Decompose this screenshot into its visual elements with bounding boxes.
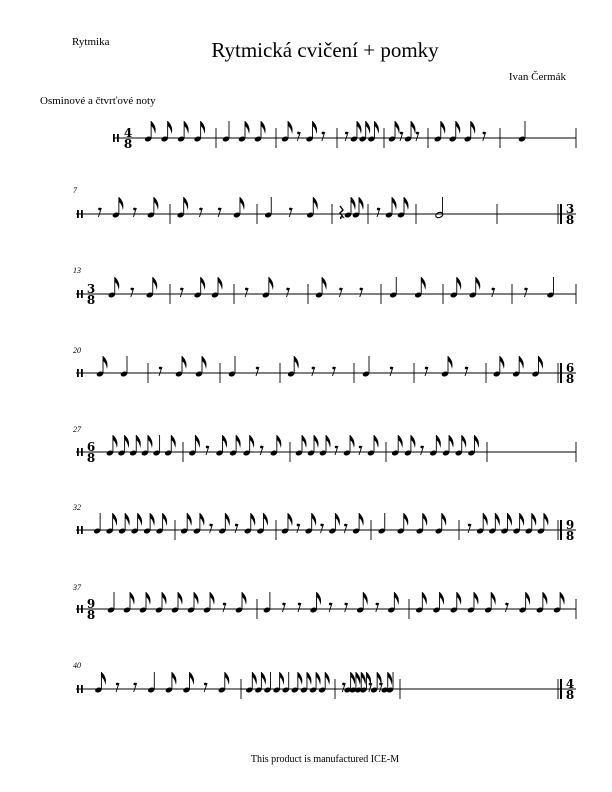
percussion-clef-bar bbox=[81, 526, 83, 534]
note-flag bbox=[162, 592, 167, 605]
note-flag bbox=[519, 356, 524, 369]
note-flag bbox=[335, 513, 340, 526]
eighth-rest-dot bbox=[400, 132, 403, 135]
eighth-rest-dot bbox=[465, 367, 468, 370]
note-flag bbox=[168, 121, 173, 134]
time-signature-numerator: 4 bbox=[565, 677, 575, 691]
note-flag bbox=[421, 277, 426, 290]
note-flag bbox=[474, 592, 479, 605]
note-flag bbox=[294, 356, 299, 369]
eighth-rest-dot bbox=[492, 288, 495, 291]
note-flag bbox=[314, 435, 319, 448]
eighth-rest-dot bbox=[199, 208, 202, 211]
note-flag bbox=[190, 672, 195, 685]
note-flag bbox=[543, 592, 548, 605]
note-flag bbox=[316, 672, 321, 685]
note-flag bbox=[236, 435, 241, 448]
eighth-rest-dot bbox=[286, 288, 289, 291]
note-flag bbox=[242, 592, 247, 605]
note-flag bbox=[411, 121, 416, 134]
measure-number: 13 bbox=[73, 266, 81, 275]
percussion-clef-bar bbox=[81, 290, 83, 298]
eighth-rest-dot bbox=[339, 288, 342, 291]
note-flag bbox=[544, 513, 549, 526]
note-flag bbox=[448, 356, 453, 369]
percussion-clef-bar bbox=[77, 605, 79, 613]
eighth-rest-dot bbox=[344, 603, 347, 606]
note-flag bbox=[225, 513, 230, 526]
eighth-rest-dot bbox=[329, 603, 332, 606]
note-flag bbox=[539, 356, 544, 369]
note-flag bbox=[359, 197, 364, 210]
note-flag bbox=[146, 592, 151, 605]
eighth-rest-dot bbox=[133, 683, 136, 686]
note-flag bbox=[374, 435, 379, 448]
note-flag bbox=[404, 197, 409, 210]
percussion-clef-bar bbox=[81, 210, 83, 218]
page-title: Rytmická cvičení + pomky bbox=[211, 38, 439, 62]
note-flag bbox=[136, 435, 141, 448]
note-flag bbox=[532, 513, 537, 526]
note-flag bbox=[201, 121, 206, 134]
note-flag bbox=[187, 513, 192, 526]
measure-number: 20 bbox=[73, 346, 81, 355]
note-flag bbox=[113, 435, 118, 448]
note-flag bbox=[240, 197, 245, 210]
time-signature-denominator: 8 bbox=[565, 529, 575, 543]
note-flag bbox=[298, 672, 303, 685]
note-flag bbox=[520, 513, 525, 526]
note-flag bbox=[182, 356, 187, 369]
eighth-rest-dot bbox=[335, 446, 338, 449]
eighth-rest-dot bbox=[116, 683, 119, 686]
note-flag bbox=[307, 672, 312, 685]
note-flag bbox=[436, 435, 441, 448]
time-signature-numerator: 6 bbox=[565, 361, 575, 375]
note-flag bbox=[263, 513, 268, 526]
note-flag bbox=[351, 197, 356, 210]
note-flag bbox=[178, 592, 183, 605]
note-flag bbox=[130, 592, 135, 605]
eighth-rest-dot bbox=[282, 603, 285, 606]
measure-number: 40 bbox=[73, 661, 81, 670]
note-flag bbox=[210, 592, 215, 605]
note-flag bbox=[483, 513, 488, 526]
note-flag bbox=[201, 277, 206, 290]
instrument-label: Rytmika bbox=[72, 36, 110, 48]
time-signature-denominator: 8 bbox=[86, 608, 96, 622]
section-subtitle: Osminové a čtvrťové noty bbox=[40, 95, 156, 107]
note-flag bbox=[225, 672, 230, 685]
note-flag bbox=[153, 277, 158, 290]
eighth-rest-dot bbox=[322, 132, 325, 135]
eighth-rest-dot bbox=[289, 208, 292, 211]
eighth-rest-dot bbox=[359, 446, 362, 449]
time-signature-numerator: 3 bbox=[86, 282, 96, 296]
note-flag bbox=[423, 513, 428, 526]
note-flag bbox=[288, 121, 293, 134]
note-flag bbox=[251, 513, 256, 526]
note-flag bbox=[103, 356, 108, 369]
eighth-rest-dot bbox=[416, 132, 419, 135]
eighth-rest-dot bbox=[524, 288, 527, 291]
percussion-clef-bar bbox=[77, 210, 79, 218]
time-signature-numerator: 3 bbox=[565, 202, 575, 216]
time-signature-denominator: 8 bbox=[565, 372, 575, 386]
note-flag bbox=[359, 513, 364, 526]
note-flag bbox=[250, 435, 254, 448]
note-flag bbox=[350, 435, 355, 448]
note-flag bbox=[261, 672, 266, 685]
measure-number: 27 bbox=[73, 425, 81, 434]
eighth-rest-dot bbox=[483, 132, 486, 135]
note-flag bbox=[560, 592, 565, 605]
time-signature-numerator: 4 bbox=[123, 126, 133, 140]
eighth-rest-dot bbox=[505, 603, 508, 606]
note-flag bbox=[313, 197, 318, 210]
eighth-rest-dot bbox=[235, 524, 238, 527]
note-flag bbox=[322, 277, 327, 290]
note-flag bbox=[317, 592, 322, 605]
time-signature-denominator: 8 bbox=[123, 137, 133, 151]
note-flag bbox=[491, 592, 496, 605]
note-flag bbox=[269, 277, 274, 290]
note-flag bbox=[151, 121, 156, 134]
note-flag bbox=[404, 513, 409, 526]
eighth-rest-dot bbox=[209, 524, 212, 527]
note-flag bbox=[138, 513, 143, 526]
note-flag bbox=[449, 435, 454, 448]
percussion-clef-bar bbox=[77, 369, 79, 377]
note-flag bbox=[163, 513, 168, 526]
note-flag bbox=[441, 121, 446, 134]
note-flag bbox=[195, 435, 200, 448]
composer-name: Ivan Čermák bbox=[508, 71, 566, 83]
eighth-rest-dot bbox=[344, 524, 347, 527]
time-signature-numerator: 9 bbox=[86, 597, 96, 611]
note-flag bbox=[526, 592, 531, 605]
note-flag bbox=[280, 672, 285, 685]
note-flag bbox=[357, 121, 362, 134]
percussion-clef-bar bbox=[113, 134, 115, 142]
note-flag bbox=[351, 672, 356, 685]
note-flag bbox=[113, 513, 118, 526]
note-flag bbox=[398, 435, 403, 448]
note-flag bbox=[474, 435, 479, 448]
eighth-rest-dot bbox=[312, 367, 315, 370]
note-flag bbox=[394, 592, 399, 605]
note-flag bbox=[361, 672, 366, 685]
eighth-rest-dot bbox=[206, 446, 209, 449]
eighth-rest-dot bbox=[332, 367, 335, 370]
eighth-rest-dot bbox=[133, 208, 136, 211]
note-flag bbox=[476, 277, 481, 290]
eighth-rest-dot bbox=[379, 683, 382, 686]
percussion-clef-bar bbox=[81, 685, 83, 693]
percussion-clef-bar bbox=[77, 290, 79, 298]
note-flag bbox=[218, 277, 223, 290]
percussion-clef-bar bbox=[117, 134, 119, 142]
note-flag bbox=[302, 435, 307, 448]
note-flag bbox=[395, 121, 400, 134]
eighth-rest-dot bbox=[420, 446, 423, 449]
percussion-clef-bar bbox=[77, 448, 79, 456]
note-flag bbox=[150, 513, 155, 526]
note-flag bbox=[184, 121, 189, 134]
note-flag bbox=[200, 513, 205, 526]
measure-number: 37 bbox=[73, 583, 81, 592]
note-flag bbox=[148, 435, 153, 448]
eighth-rest-dot bbox=[298, 603, 301, 606]
eighth-rest-dot bbox=[159, 367, 162, 370]
note-flag bbox=[245, 121, 250, 134]
eighth-rest-dot bbox=[297, 524, 300, 527]
note-flag bbox=[326, 435, 331, 448]
eighth-rest-dot bbox=[223, 603, 226, 606]
note-flag bbox=[313, 121, 318, 134]
note-flag bbox=[366, 121, 371, 134]
note-flag bbox=[388, 672, 393, 685]
time-signature-denominator: 8 bbox=[86, 293, 96, 307]
note-flag bbox=[462, 435, 467, 448]
note-flag bbox=[277, 435, 282, 448]
eighth-rest-dot bbox=[468, 524, 471, 527]
eighth-rest-dot bbox=[377, 208, 380, 211]
eighth-rest-dot bbox=[297, 132, 300, 135]
note-flag bbox=[456, 121, 461, 134]
eighth-rest-dot bbox=[245, 288, 248, 291]
note-flag bbox=[422, 592, 427, 605]
note-flag bbox=[125, 435, 130, 448]
percussion-clef-bar bbox=[77, 526, 79, 534]
note-flag bbox=[440, 592, 445, 605]
note-flag bbox=[312, 513, 317, 526]
percussion-clef-bar bbox=[81, 448, 83, 456]
note-flag bbox=[457, 277, 462, 290]
eighth-rest-dot bbox=[131, 288, 134, 291]
time-signature-numerator: 9 bbox=[565, 518, 575, 532]
note-flag bbox=[101, 672, 106, 685]
eighth-rest-dot bbox=[98, 208, 101, 211]
eighth-rest-dot bbox=[320, 524, 323, 527]
eighth-rest-dot bbox=[360, 288, 363, 291]
note-flag bbox=[356, 672, 361, 685]
note-flag bbox=[442, 513, 447, 526]
note-flag bbox=[507, 513, 512, 526]
percussion-clef-bar bbox=[81, 369, 83, 377]
note-flag bbox=[154, 197, 159, 210]
eighth-rest-dot bbox=[218, 208, 221, 211]
eighth-rest-dot bbox=[342, 683, 345, 686]
measure-number: 32 bbox=[73, 503, 81, 512]
note-flag bbox=[172, 672, 177, 685]
note-flag bbox=[115, 277, 120, 290]
note-flag bbox=[325, 672, 330, 685]
eighth-rest-dot bbox=[180, 288, 183, 291]
eighth-rest-dot bbox=[425, 367, 428, 370]
note-flag bbox=[171, 435, 176, 448]
note-flag bbox=[223, 435, 228, 448]
eighth-rest-dot bbox=[204, 683, 207, 686]
eighth-rest-dot bbox=[369, 683, 372, 686]
eighth-rest-dot bbox=[256, 367, 259, 370]
percussion-clef-bar bbox=[77, 685, 79, 693]
time-signature-denominator: 8 bbox=[565, 688, 575, 702]
note-flag bbox=[500, 356, 505, 369]
note-flag bbox=[125, 513, 130, 526]
percussion-clef-bar bbox=[81, 605, 83, 613]
eighth-rest-dot bbox=[345, 132, 348, 135]
time-signature-numerator: 6 bbox=[86, 440, 96, 454]
note-flag bbox=[411, 435, 416, 448]
note-flag bbox=[363, 592, 368, 605]
note-flag bbox=[288, 513, 293, 526]
note-flag bbox=[495, 513, 500, 526]
quarter-rest bbox=[340, 206, 343, 219]
time-signature-denominator: 8 bbox=[565, 213, 575, 227]
note-flag bbox=[261, 121, 266, 134]
note-flag bbox=[471, 121, 476, 134]
footer-note: This product is manufactured ICE-M bbox=[250, 754, 400, 765]
time-signature-denominator: 8 bbox=[86, 451, 96, 465]
note-flag bbox=[202, 356, 207, 369]
note-flag bbox=[119, 197, 124, 210]
eighth-rest-dot bbox=[260, 446, 263, 449]
note-flag bbox=[392, 197, 397, 210]
eighth-rest-dot bbox=[376, 603, 379, 606]
note-flag bbox=[457, 592, 462, 605]
eighth-rest-dot bbox=[390, 367, 393, 370]
note-flag bbox=[194, 592, 199, 605]
note-flag bbox=[374, 121, 379, 134]
note-flag bbox=[184, 197, 189, 210]
measure-number: 7 bbox=[73, 186, 77, 195]
note-flag bbox=[252, 672, 257, 685]
